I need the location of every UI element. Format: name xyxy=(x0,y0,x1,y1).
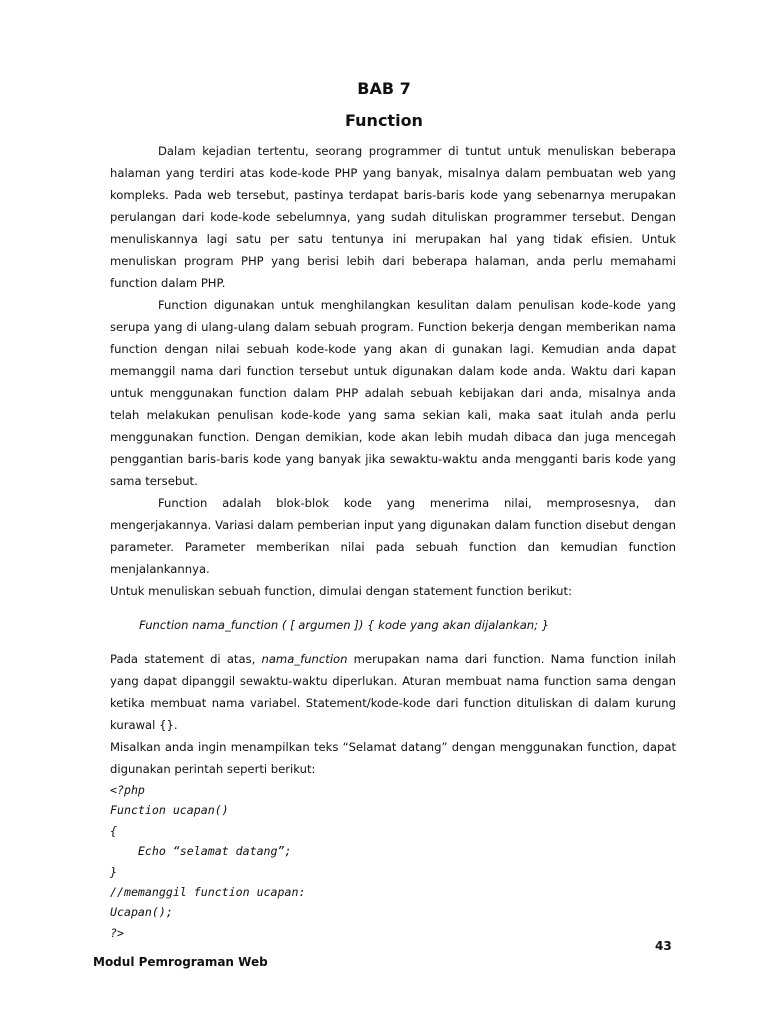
code-line: } xyxy=(110,864,117,879)
naming-text-start: Pada statement di atas, xyxy=(110,652,262,666)
code-line: <?php xyxy=(110,783,145,797)
function-name-term: nama_function xyxy=(261,652,348,666)
syntax-statement: Function nama_function ( [ argumen ]) { kode yang akan dijalankan; } xyxy=(139,618,550,632)
paragraph-syntax-intro: Untuk menuliskan sebuah function, dimulai dengan statement function berikut: xyxy=(110,584,572,598)
paragraph-function-definition: Function adalah blok-blok kode yang menerima nilai, memprosesnya, dan mengerjakannya. Variasi dalam pemberian input yang digunakan dalam function disebut dengan parameter. Parameter memberikan nilai pada sebuah function dan kemudian function menjalankannya. xyxy=(110,496,676,576)
code-line: { xyxy=(110,823,117,838)
footer-module-title: Modul Pemrograman Web xyxy=(93,955,268,969)
paragraph-example-intro: Misalkan anda ingin menampilkan teks “Selamat datang” dengan menggunakan function, dapat digunakan perintah seperti berikut: xyxy=(110,740,676,776)
page-number: 43 xyxy=(655,939,672,953)
paragraph-function-purpose: Function digunakan untuk menghilangkan kesulitan dalam penulisan kode-kode yang serupa yang di ulang-ulang dalam sebuah program. Function bekerja dengan memberikan nama function dengan nilai sebuah kode-kode yang akan di gunakan lagi. Kemudian anda dapat memanggil nama dari function tersebut untuk digunakan dalam kode anda. Waktu dari kapan untuk menggunakan function dalam PHP adalah sebuah kebijakan dari anda, misalnya anda telah melakukan penulisan kode-kode yang sama sekian kali, maka saat itulah anda perlu menggunakan function. Dengan demikian, kode akan lebih mudah dibaca dan juga mencegah penggantian baris-baris kode yang banyak jika sewaktu-waktu anda mengganti baris kode yang sama tersebut. xyxy=(110,298,676,488)
code-line: Ucapan(); xyxy=(110,905,173,920)
paragraph-naming xyxy=(110,648,676,736)
code-line: ?> xyxy=(110,925,124,940)
code-line: Function ucapan() xyxy=(110,803,229,818)
code-example xyxy=(110,780,676,943)
code-line: Echo “selamat datang”; xyxy=(110,844,292,859)
chapter-title: Function xyxy=(345,111,423,130)
paragraph-intro: Dalam kejadian tertentu, seorang programmer di tuntut untuk menuliskan beberapa halaman yang terdiri atas kode-kode PHP yang banyak, misalnya dalam pembuatan web yang kompleks. Pada web tersebut, pastinya terdapat baris-baris kode yang sebenarnya merupakan perulangan dari kode-kode sebelumnya, yang sudah dituliskan programmer tersebut. Dengan menuliskannya lagi satu per satu tentunya ini merupakan hal yang tidak efisien. Untuk menuliskan program PHP yang berisi lebih dari beberapa halaman, anda perlu memahami function dalam PHP. xyxy=(110,144,676,290)
body-text xyxy=(110,140,676,943)
code-line: //memanggil function ucapan: xyxy=(110,885,306,900)
naming-text-end: merupakan nama dari function. Nama function inilah yang dapat dipanggil sewaktu-waktu diperlukan. Aturan membuat nama function sama dengan ketika membuat nama variabel. Statement/kode-kode dari function dituliskan di dalam kurung kurawal {}. xyxy=(110,652,676,732)
chapter-heading: BAB 7 xyxy=(357,79,411,98)
